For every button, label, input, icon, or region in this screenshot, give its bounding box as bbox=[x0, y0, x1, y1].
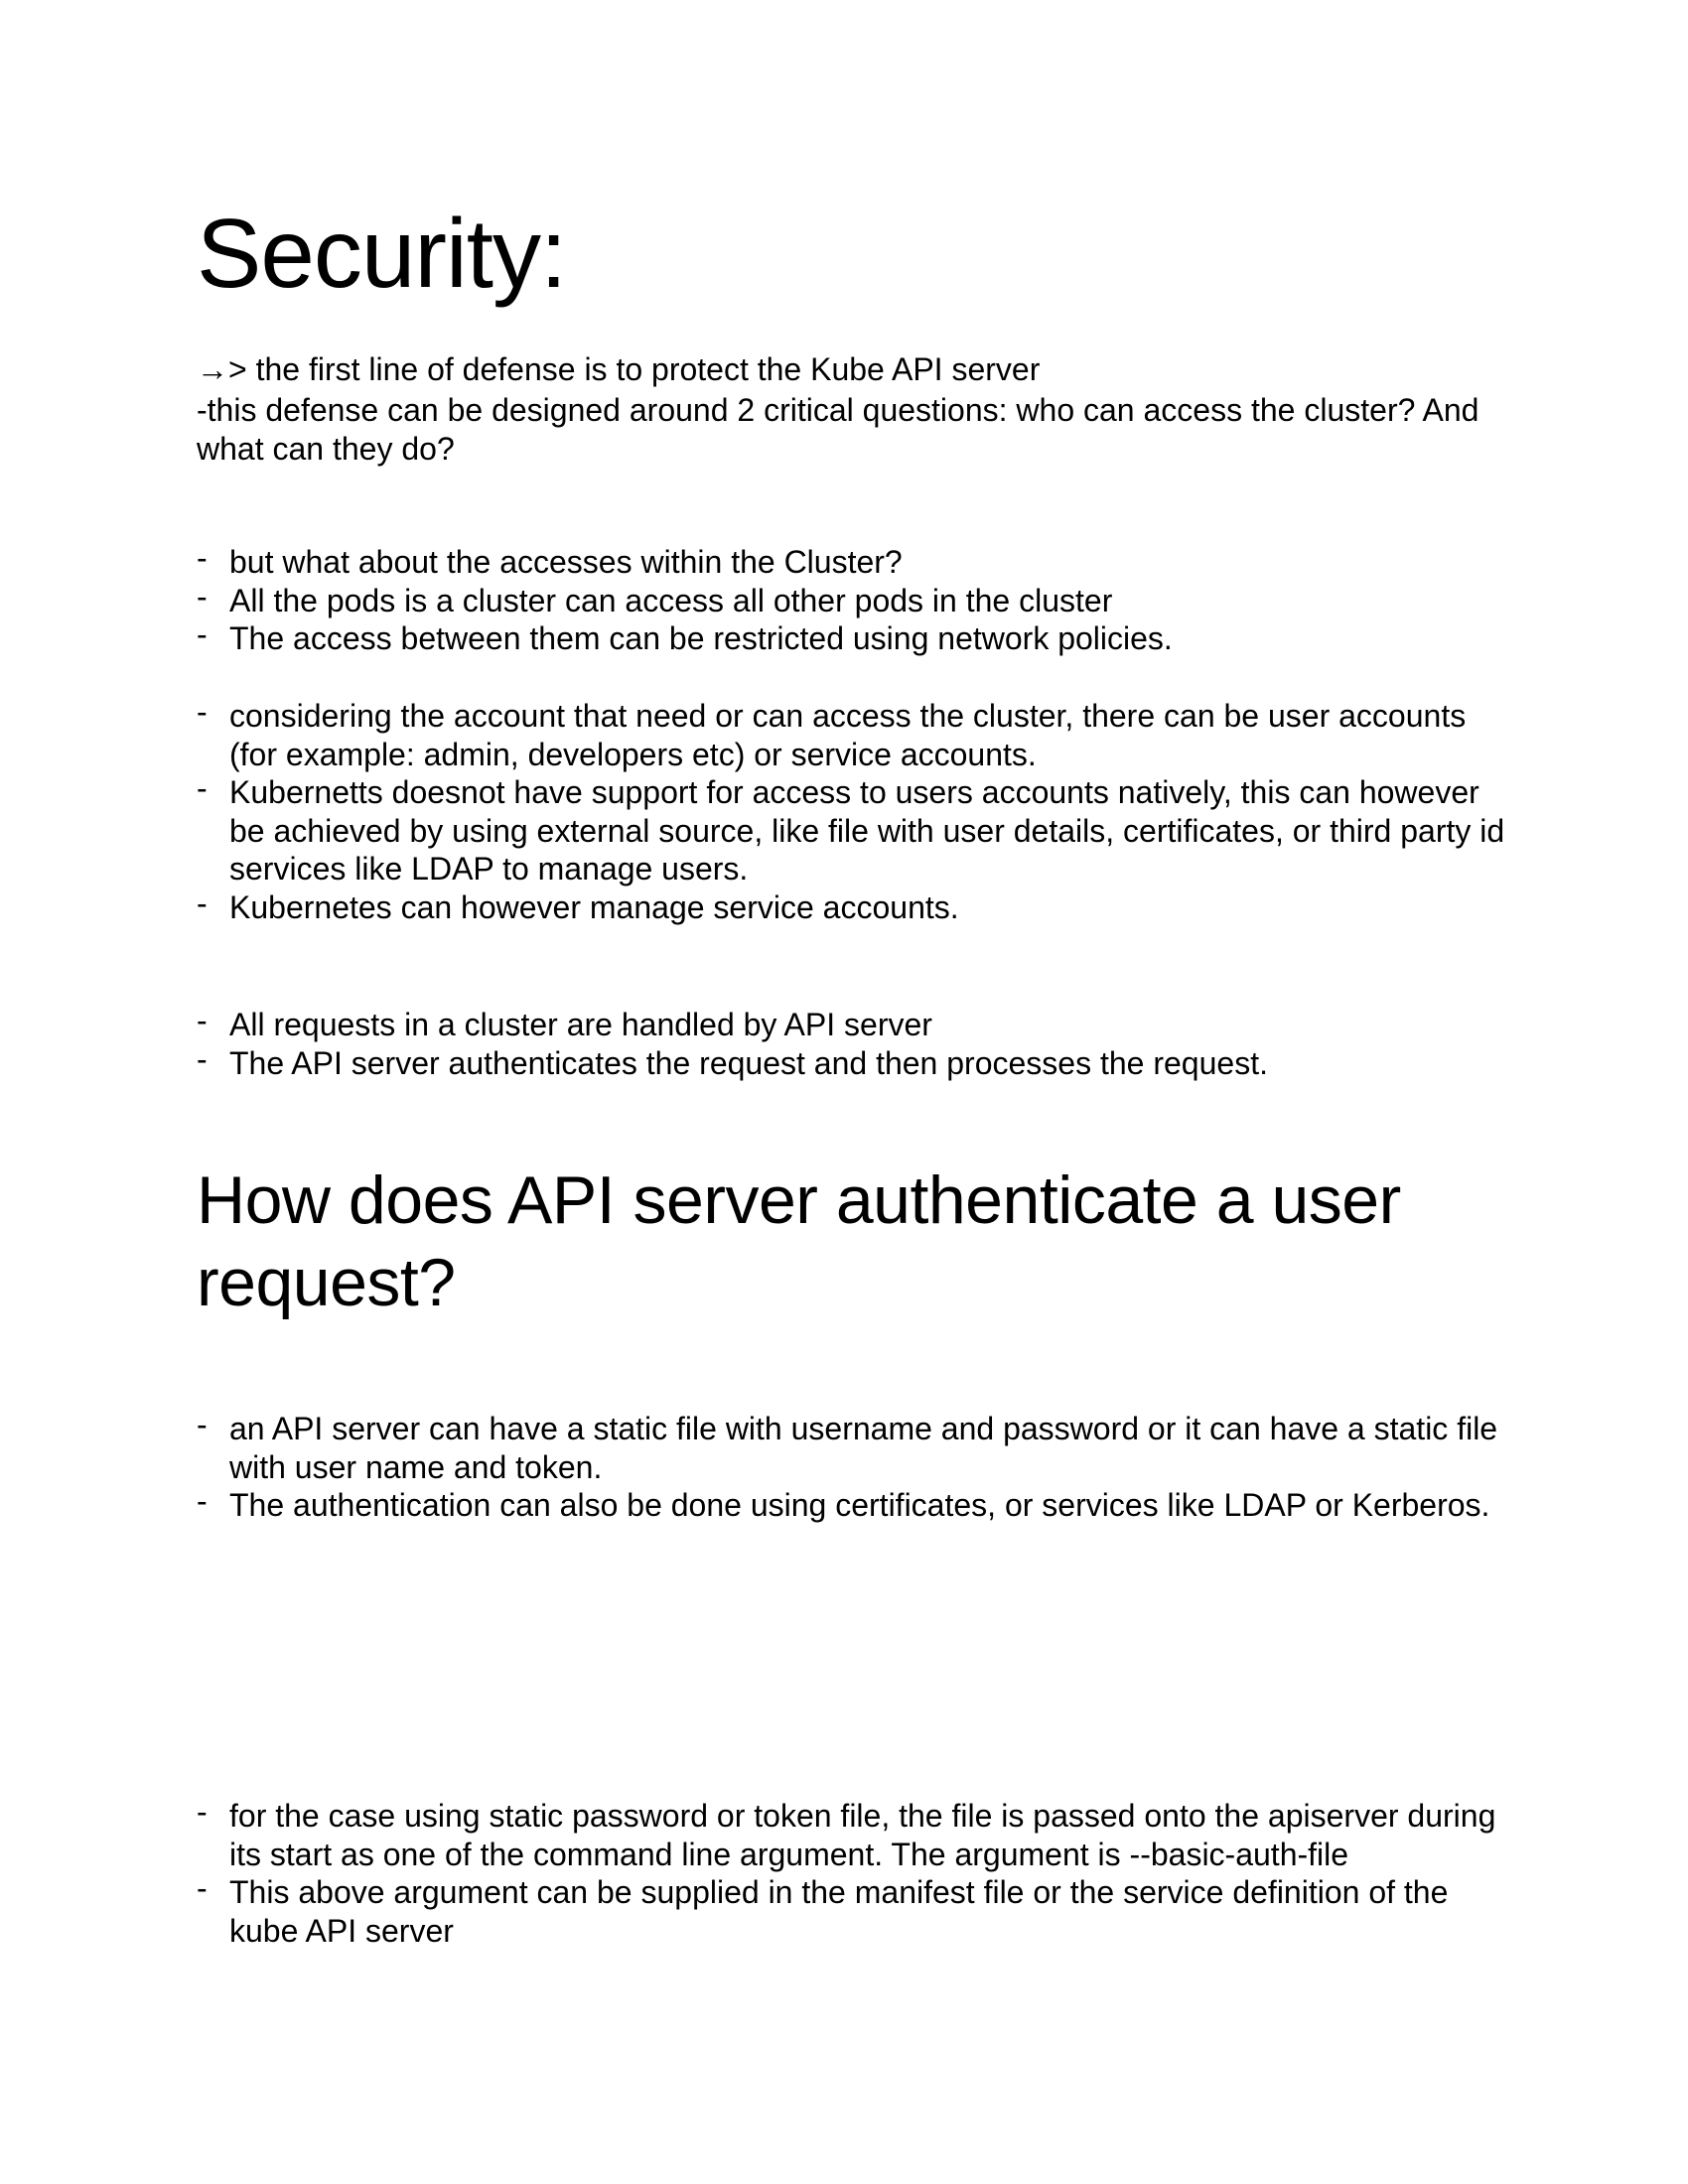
accounts-list bbox=[197, 694, 1507, 926]
bullet-dash: - bbox=[197, 770, 208, 806]
list-item-text: considering the account that need or can access the cluster, there can be user accounts (for example: admin, developers etc) or service accounts. bbox=[229, 698, 1467, 772]
list-item-text: The access between them can be restricted using network policies. bbox=[229, 620, 1173, 656]
authentication-methods-list bbox=[197, 1407, 1507, 1525]
list-item bbox=[197, 770, 1507, 888]
access-within-cluster-list bbox=[197, 540, 1507, 658]
list-item bbox=[197, 1407, 1507, 1486]
section-heading: How does API server authenticate a user request? bbox=[197, 1162, 1401, 1320]
bullet-dash: - bbox=[197, 540, 208, 576]
list-item-text: All the pods is a cluster can access all other pods in the cluster bbox=[229, 582, 1113, 618]
bullet-dash: - bbox=[197, 1870, 208, 1906]
bullet-dash: - bbox=[197, 578, 208, 614]
list-item bbox=[197, 1794, 1507, 1873]
list-item-text: an API server can have a static file with username and password or it can have a static file with user name and token. bbox=[229, 1411, 1498, 1485]
list-item-text: Kubernetts doesnot have support for access to users accounts natively, this can however be achieved by using external source, like file with user details, certificates, or third party id services like LDAP to manage users. bbox=[229, 774, 1505, 887]
list-item bbox=[197, 616, 1507, 658]
bullet-dash: - bbox=[197, 1003, 208, 1038]
bullet-dash: - bbox=[197, 1483, 208, 1519]
list-item-text: The authentication can also be done using certificates, or services like LDAP or Kerberos. bbox=[229, 1487, 1490, 1523]
bullet-dash: - bbox=[197, 1407, 208, 1442]
list-item bbox=[197, 578, 1507, 620]
list-item bbox=[197, 885, 1507, 927]
list-item bbox=[197, 1040, 1507, 1083]
list-item-text: Kubernetes can however manage service accounts. bbox=[229, 888, 959, 925]
list-item-text: for the case using static password or token file, the file is passed onto the apiserver during its start as one of the command line argument. The argument is --basic-auth-file bbox=[229, 1798, 1496, 1872]
bullet-dash: - bbox=[197, 1794, 208, 1830]
bullet-dash: - bbox=[197, 1040, 208, 1077]
intro-line-2: -this defense can be designed around 2 critical questions: who can access the cluster? And what can they do? bbox=[197, 392, 1479, 467]
list-item-text: All requests in a cluster are handled by API server bbox=[229, 1007, 932, 1042]
intro-line-1: →> the first line of defense is to protect the Kube API server bbox=[197, 351, 1041, 387]
list-item-text: This above argument can be supplied in the manifest file or the service definition of the kube API server bbox=[229, 1874, 1449, 1949]
bullet-dash: - bbox=[197, 694, 208, 730]
static-file-list bbox=[197, 1794, 1507, 1950]
list-item bbox=[197, 694, 1507, 773]
bullet-dash: - bbox=[197, 885, 208, 921]
api-requests-list bbox=[197, 1003, 1507, 1082]
bullet-dash: - bbox=[197, 616, 208, 652]
list-item bbox=[197, 1870, 1507, 1950]
list-item bbox=[197, 540, 1507, 582]
list-item bbox=[197, 1483, 1507, 1525]
page-title: Security: bbox=[197, 199, 567, 308]
list-item-text: The API server authenticates the request and then processes the request. bbox=[229, 1044, 1268, 1081]
list-item-text: but what about the accesses within the Cluster? bbox=[229, 544, 903, 580]
list-item bbox=[197, 1003, 1507, 1044]
